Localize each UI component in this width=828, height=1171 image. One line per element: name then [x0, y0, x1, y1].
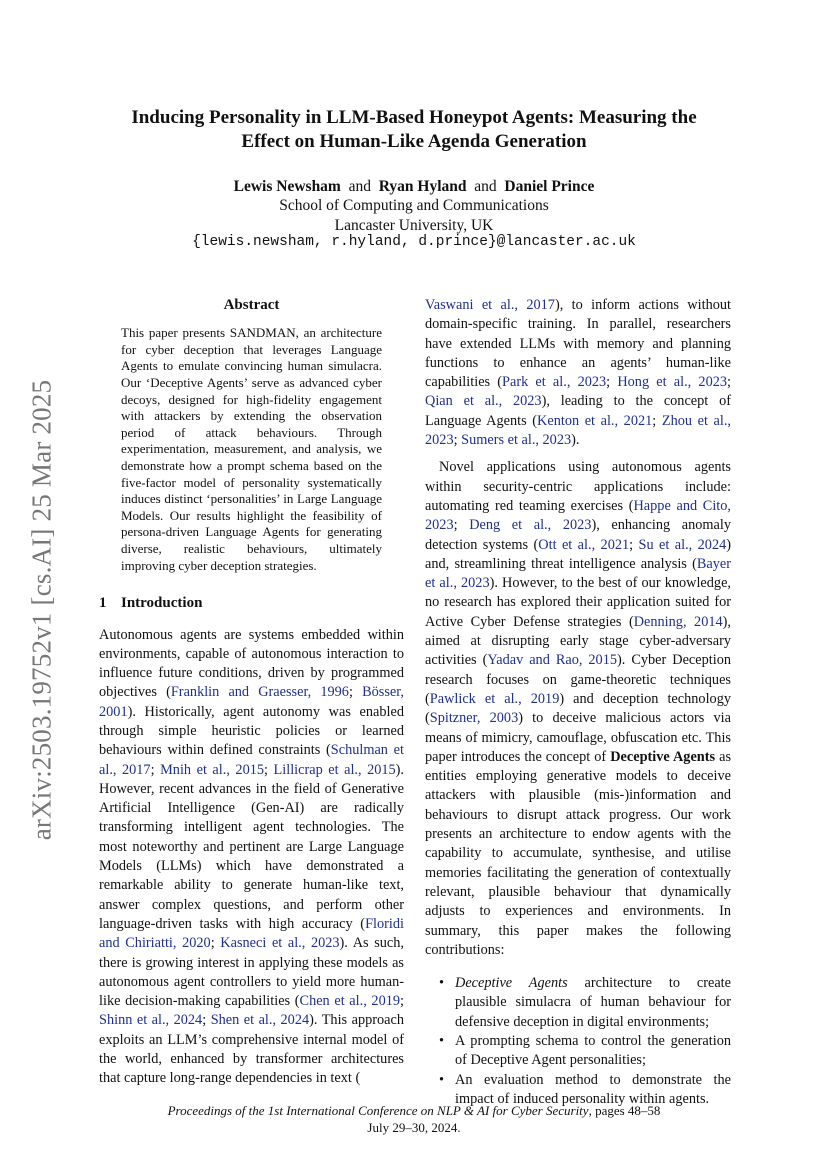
citation[interactable]: Pawlick et al., 2019	[429, 690, 560, 707]
author-1: Lewis Newsham	[233, 178, 341, 195]
citation[interactable]: Spitzner, 2003	[429, 710, 519, 727]
page-range: , pages 48–58	[588, 1103, 661, 1118]
citation[interactable]: Kasneci et al., 2023	[220, 935, 340, 952]
list-item: • Deceptive Agents architecture to create plausible simulacra of human behaviour for defensive deception in digital environments;	[439, 974, 731, 1032]
arxiv-identifier	[24, 370, 60, 850]
intro-paragraph-1: Autonomous agents are systems embedded within environments, capable of autonomous interaction to influence future conditions, driven by programmed objectives (Franklin and Graesser, 1996; Bösser, 2001). Historically, agent autonomy was enabled through simple heuristic policies or learned behaviours within defined constraints (Schulman et al., 2017; Mnih et al., 2015; Lillicrap et al., 2015). However, recent advances in the field of Generative Artificial Intelligence (Gen-AI) are radically transforming intelligent agent technologies. The most noteworthy and pertinent are Large Language Models (LLMs) which have demonstrated a remarkable ability to generate human-like text, answer complex questions, and perform other language-driven tasks with high accuracy (Floridi and Chiriatti, 2020; Kasneci et al., 2023). As such, there is growing interest in applying these models as autonomous agent controllers to yield more human-like decision-making capabilities (Chen et al., 2019; Shinn et al., 2024; Shen et al., 2024). This approach exploits an LLM’s comprehensive internal model of the world, enhanced by transformer architectures that capture long-range dependencies in text (	[99, 626, 405, 1087]
left-column	[99, 296, 404, 1089]
list-item: • A prompting schema to control the generation of Deceptive Agent personalities;	[439, 1032, 731, 1071]
page-footer	[0, 1102, 828, 1136]
citation[interactable]: Happe and Cito, 2023	[425, 497, 731, 534]
footer-date: July 29–30, 2024.	[367, 1120, 461, 1135]
citation[interactable]: Mnih et al., 2015	[160, 761, 265, 778]
intro-paragraph-1-continued: Vaswani et al., 2017), to inform actions without domain-specific training. In parallel, researchers have extended LLMs with memory and planning functions to enhance an agents’ human-like capabilities (Park et al., 2023; Hong et al., 2023; Qian et al., 2023), leading to the concept of Language Agents (Kenton et al., 2021; Zhou et al., 2023; Sumers et al., 2023).	[425, 297, 731, 449]
citation[interactable]: Hong et al., 2023	[617, 374, 728, 391]
title-line-2: Effect on Human-Like Agenda Generation	[241, 131, 587, 152]
citation[interactable]: Bayer et al., 2023	[425, 555, 731, 592]
citation[interactable]: Ott et al., 2021	[538, 536, 630, 553]
citation[interactable]: Bösser, 2001	[99, 684, 404, 720]
section-title: Introduction	[121, 595, 203, 612]
citation[interactable]: Schulman et al., 2017	[99, 742, 404, 778]
abstract-heading: Abstract	[223, 297, 280, 313]
bold-term: Deceptive Agents	[610, 748, 716, 765]
right-column	[425, 296, 731, 1109]
section-number: 1	[99, 595, 107, 612]
citation[interactable]: Su et al., 2024	[638, 536, 727, 553]
affiliation-line-2: Lancaster University, UK	[334, 217, 494, 234]
citation[interactable]: Franklin and Graesser, 1996	[170, 684, 349, 701]
citation[interactable]: Deng et al., 2023	[469, 517, 592, 534]
section-heading	[99, 594, 404, 613]
contribution-list	[425, 974, 731, 1109]
author-2: Ryan Hyland	[378, 178, 467, 195]
title-line-1: Inducing Personality in LLM-Based Honeypot Agents: Measuring the	[131, 107, 697, 128]
author-list	[0, 177, 828, 197]
citation[interactable]: Yadav and Rao, 2015	[487, 652, 618, 669]
citation[interactable]: Sumers et al., 2023	[461, 432, 572, 449]
citation[interactable]: Shinn et al., 2024	[99, 1012, 203, 1029]
citation[interactable]: Denning, 2014	[633, 613, 723, 630]
citation[interactable]: Kenton et al., 2021	[537, 412, 653, 429]
citation[interactable]: Shen et al., 2024	[210, 1012, 310, 1029]
abstract-text: This paper presents SANDMAN, an architecture for cyber deception that leverages Language Agents to emulate convincing human simulacra. Our ‘Deceptive Agents’ serve as advanced cyber decoys, designed for high-fidelity engagement with attackers by extending the observation period of attack behaviours. Through experimentation, measurement, and analysis, we demonstrate how a prompt schema based on the five-factor model of personality systematically induces distinct ‘personalities’ in Large Language Models. Our results highlight the feasibility of persona-driven Language Agents for generating diverse, realistic behaviours, ultimately improving cyber deception strategies.	[121, 325, 382, 573]
citation[interactable]: Lillicrap et al., 2015	[273, 761, 396, 778]
author-and-1: and	[348, 178, 371, 195]
paper-title	[0, 106, 828, 154]
citation[interactable]: Vaswani et al., 2017	[425, 297, 555, 313]
citation[interactable]: Qian et al., 2023	[425, 393, 542, 410]
author-and-2: and	[474, 178, 497, 195]
author-3: Daniel Prince	[504, 178, 595, 195]
footer-line-1	[0, 1102, 828, 1119]
list-item: • An evaluation method to demonstrate the impact of induced personality within agents.	[439, 1071, 731, 1110]
affiliation	[0, 196, 828, 236]
proceedings-name: Proceedings of the 1st International Conference on NLP & AI for Cyber Security	[167, 1103, 589, 1118]
intro-paragraph-2: Novel applications using autonomous agents within security-centric applications include: automating red teaming exercises (Happe and Cito, 2023; Deng et al., 2023), enhancing anomaly detection systems (Ott et al., 2021; Su et al., 2024) and, streamlining threat intelligence analysis (Bayer et al., 2023). However, to the best of our knowledge, no research has explored their application suited for Active Cyber Defense strategies (Denning, 2014), aimed at disrupting early stage cyber-adversary activities (Yadav and Rao, 2015). Cyber Deception research focuses on game-theoretic techniques (Pawlick et al., 2019) and deception technology (Spitzner, 2003) to deceive malicious actors via means of mimicry, camouflage, obfuscation etc. This paper introduces the concept of Deceptive Agents as entities employing generative models to deceive attackers with plausible (mis-)information and behaviours to disrupt attack progress. Our work presents an architecture to endow agents with the capability to accumulate, synthesise, and utilise memories facilitating the generation of contextually relevant, plausible behaviour that dynamically adjusts to experiences and environments. In summary, this paper makes the following contributions:	[425, 459, 732, 958]
citation[interactable]: Zhou et al., 2023	[425, 412, 731, 449]
citation[interactable]: Chen et al., 2019	[299, 993, 401, 1010]
affiliation-line-1: School of Computing and Communications	[279, 197, 549, 214]
author-emails: {lewis.newsham, r.hyland, d.prince}@lancaster.ac.uk	[192, 234, 636, 250]
arxiv-identifier-text: arXiv:2503.19752v1 [cs.AI] 25 Mar 2025	[26, 379, 57, 841]
citation[interactable]: Park et al., 2023	[502, 374, 607, 391]
citation[interactable]: Floridi and Chiriatti, 2020	[99, 915, 404, 952]
